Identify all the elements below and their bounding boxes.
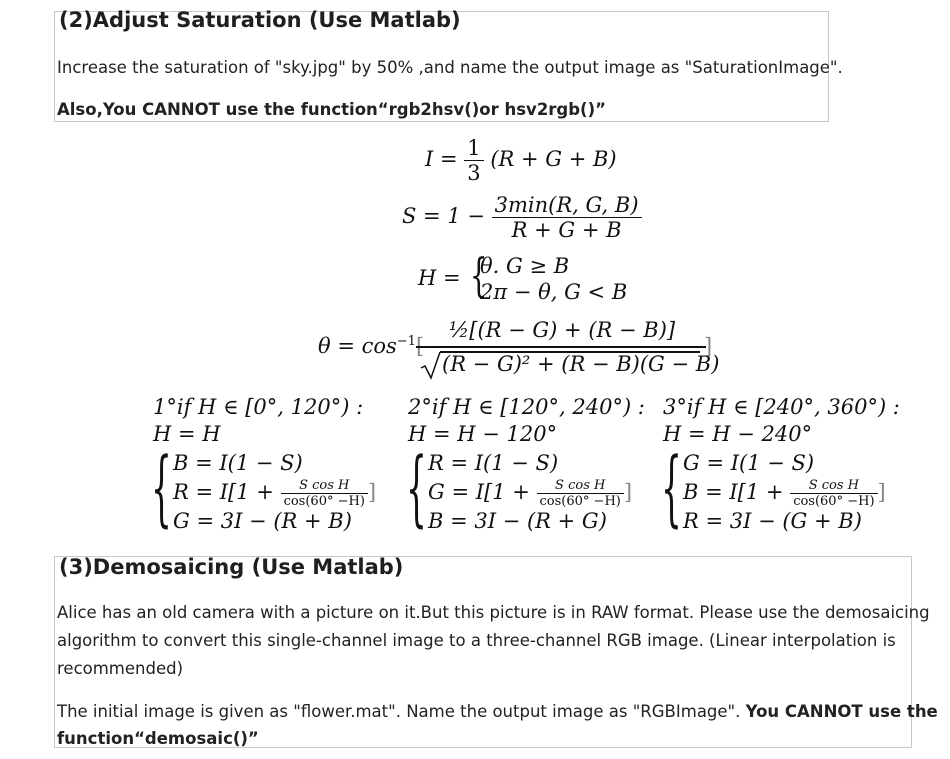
case3-line2-frac [790,478,877,509]
formula-s-lhs: S = 1 − [402,204,485,228]
section3-heading: (3)Demosaicing (Use Matlab) [59,555,404,579]
section3-para1-line1: Alice has an old camera with a picture on it.But this picture is in RAW format. Please use the demosaicing [57,603,930,622]
formula-hue-case2: 2π − θ, G < B [480,280,628,304]
case1-line2-a: R = I[1 + [173,480,274,504]
section2-box [54,8,843,122]
case3-line2-b: ] [877,480,886,504]
formula-i-num: 1 [464,136,483,161]
case3-line2 [683,478,886,509]
case2-frac-num: S cos H [537,478,624,494]
formula-i-lhs: I = [425,147,458,171]
formula-theta-lhs [318,334,424,358]
formula-theta-exp: −1 [396,334,416,349]
case3-brace-icon: { [661,441,682,536]
formula-s-fraction [492,193,642,242]
section3-para2-bold: You CANNOT use the [745,702,938,721]
sqrt-icon [420,350,442,380]
section2-heading: (2)Adjust Saturation (Use Matlab) [59,8,461,32]
case1-line2 [173,478,376,509]
section3-para2-line1 [57,698,938,726]
formula-i-den: 3 [467,161,481,185]
case3-frac-num: S cos H [790,478,877,494]
formula-s-den: R + G + B [511,218,622,242]
formula-s-num: 3min(R, G, B) [492,193,642,218]
case1-brace-icon: { [151,441,172,536]
case2-line3: B = 3I − (R + G) [428,509,607,533]
case2-frac-den: cos(60° −H) [539,494,621,509]
case3-line2-a: B = I[1 + [683,480,784,504]
section3-para1-line3: recommended) [57,659,184,678]
case1-frac-den: cos(60° −H) [283,494,365,509]
case3-line3: R = 3I − (G + B) [683,509,862,533]
case2-line2-b: ] [623,480,633,504]
case1-line2-b: ] [367,480,377,504]
section3-para2-text: The initial image is given as "flower.mat". Name the output image as "RGBImage". [57,702,746,721]
section3-para2-line2: function“demosaic()” [57,729,259,748]
formula-hue-lhs: H = [418,266,461,290]
case2-line1: R = I(1 − S) [428,451,559,475]
case1-h: H = H [153,422,221,446]
case2-line2-frac [537,478,624,509]
formula-theta-fraction-line [416,346,706,348]
section3-para1-line2: algorithm to convert this single-channel image to a three-channel RGB image. (Linear interpolation is [57,631,896,650]
case2-line2-a: G = I[1 + [428,480,530,504]
formula-intensity [425,136,617,185]
case1-frac-num: S cos H [281,478,368,494]
case2-h: H = H − 120° [408,422,558,446]
formula-theta-cos: θ = cos [318,334,397,358]
case2-line2 [428,478,632,509]
formula-theta-close: ] [704,334,713,358]
case1-line2-frac [281,478,368,509]
formula-saturation [402,193,642,242]
formula-hue-case1: θ. G ≥ B [480,254,570,278]
formula-i-fraction [464,136,483,185]
section2-para1: Increase the saturation of "sky.jpg" by 50% ,and name the output image as "SaturationImage". [57,58,843,77]
case1-condition: 1°if H ∈ [0°, 120°) : [153,395,364,419]
formula-theta-num: ½[(R − G) + (R − B)] [448,318,676,342]
case2-condition: 2°if H ∈ [120°, 240°) : [408,395,645,419]
case1-line1: B = I(1 − S) [173,451,303,475]
section3-box [54,555,938,748]
case3-condition: 3°if H ∈ [240°, 360°) : [663,395,900,419]
case3-frac-den: cos(60° −H) [793,494,875,509]
case1-line3: G = 3I − (R + B) [173,509,352,533]
section2-para2: Also,You CANNOT use the function“rgb2hsv()or hsv2rgb()” [57,100,606,119]
formula-theta-den: (R − G)² + (R − B)(G − B) [442,352,720,376]
case3-h: H = H − 240° [663,422,813,446]
case3-line1: G = I(1 − S) [683,451,815,475]
case2-brace-icon: { [406,441,427,536]
hue-brace-icon: { [469,248,488,302]
formula-i-rhs: (R + G + B) [490,147,617,171]
